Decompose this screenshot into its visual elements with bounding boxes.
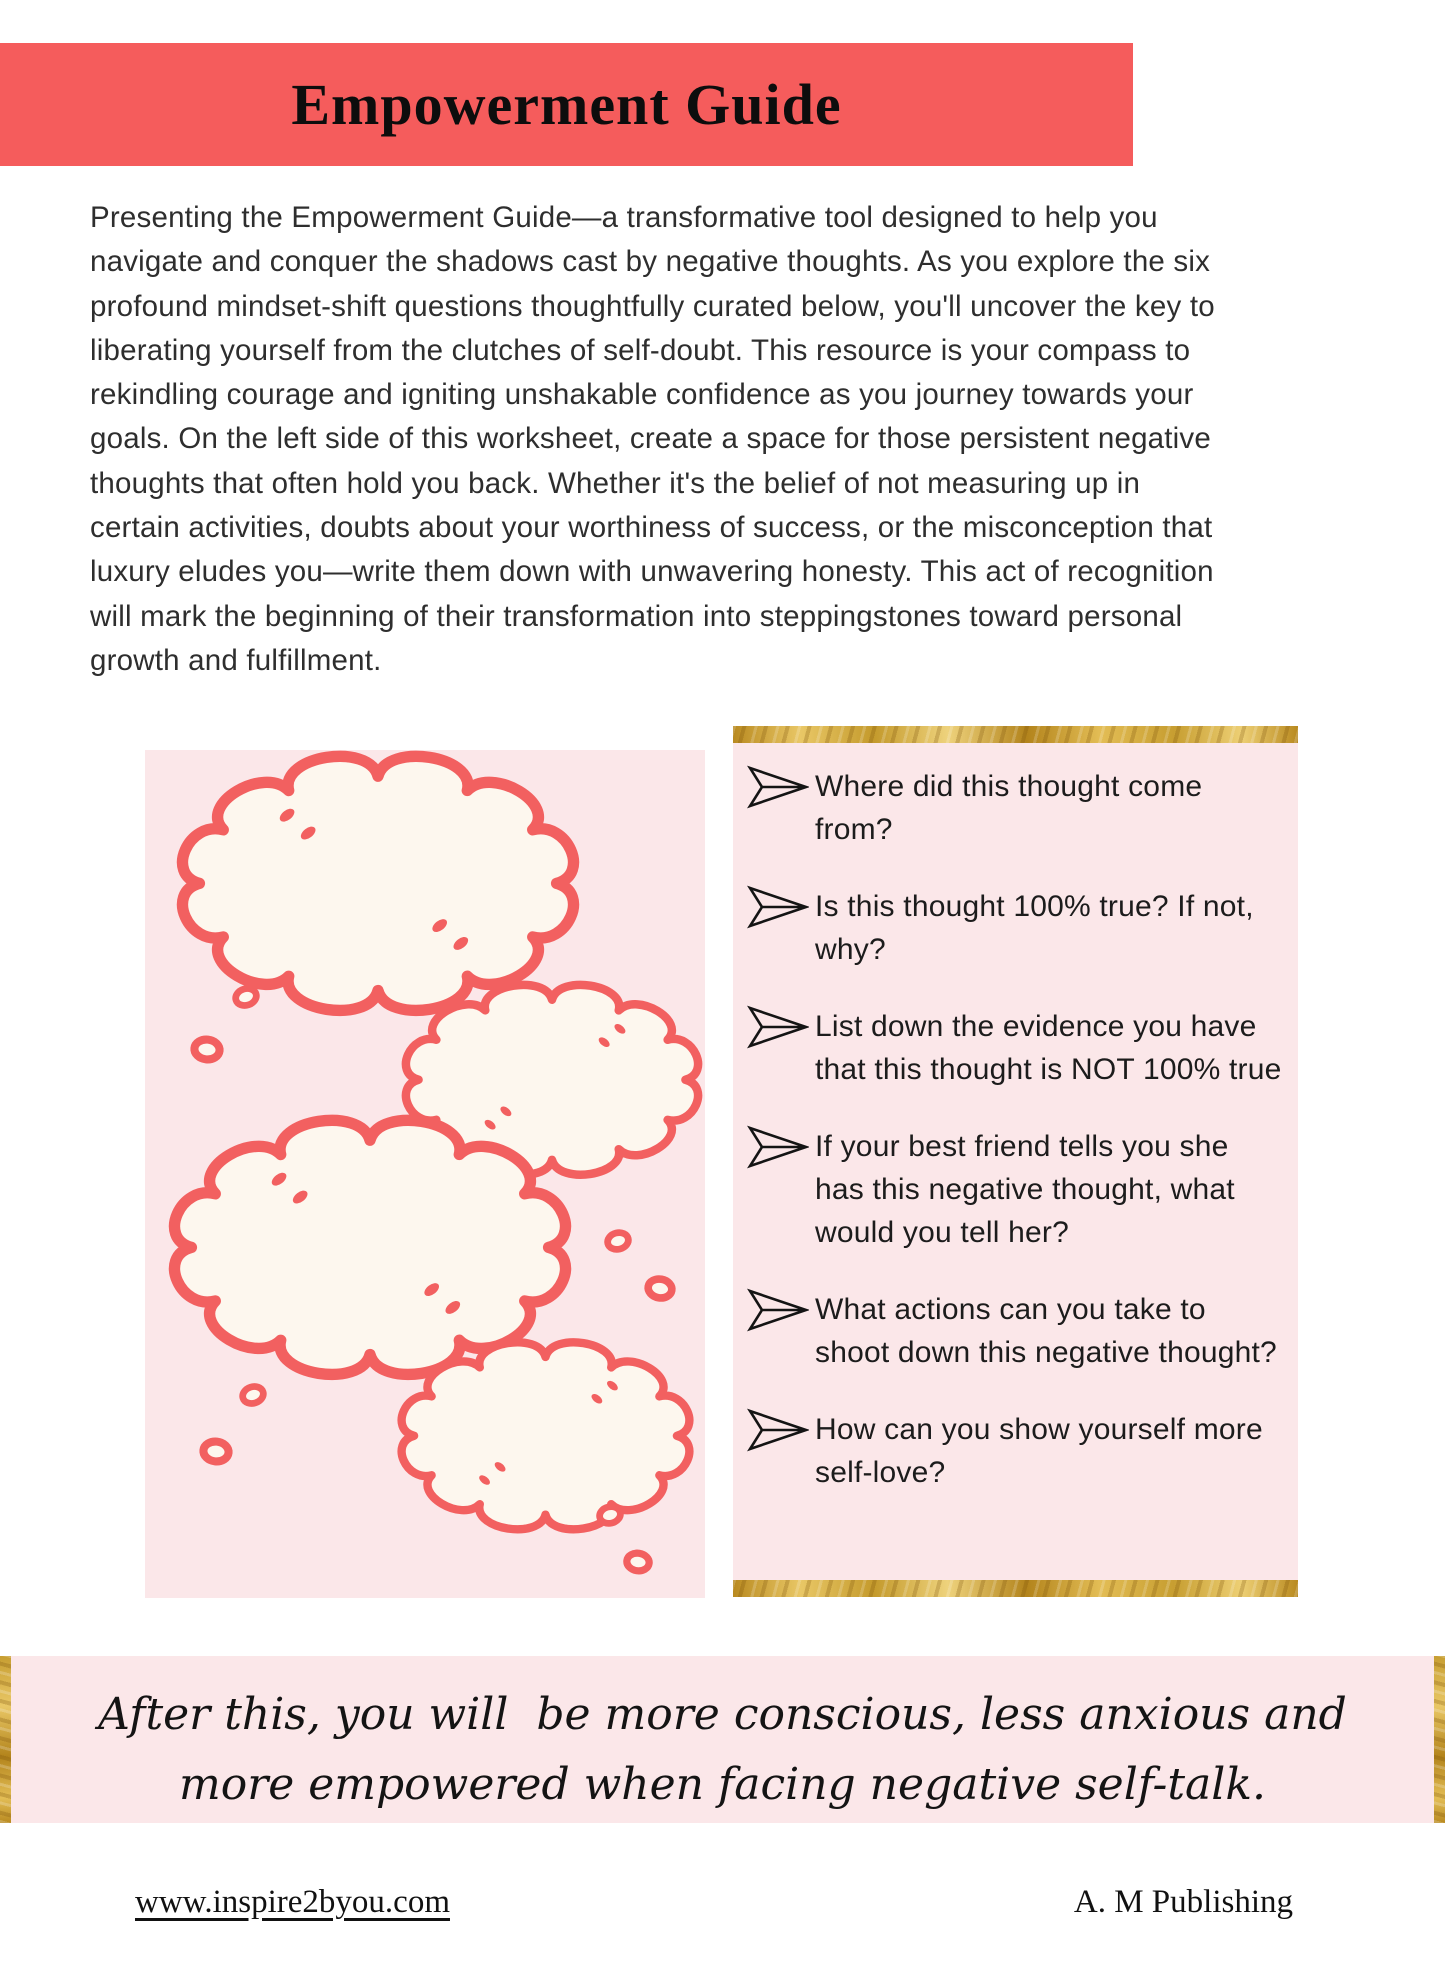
gold-edge-left (0, 1656, 11, 1823)
paper-plane-icon (747, 884, 809, 930)
intro-paragraph: Presenting the Empowerment Guide—a transformative tool designed to help you navigate and conquer the shadows cast by negative thoughts. As you explore the six profound mindset-shift questions thoughtfully curated below, you'll uncover the key to liberating yourself from the clutches of self-doubt. This resource is your compass to rekindling courage and igniting unshakable confidence as you journey towards your goals. On the left side of this worksheet, create a space for those persistent negative thoughts that often hold you back. Whether it's the belief of not measuring up in certain activities, doubts about your worthiness of success, or the misconception that luxury eludes you—write them down with unwavering honesty. This act of recognition will mark the beginning of their transformation into steppingstones toward personal growth and fulfillment. (90, 201, 1215, 677)
thought-cloud-icon (383, 1306, 708, 1568)
gold-edge-right (1434, 1656, 1445, 1823)
question-text: What actions can you take to shoot down this negative thought? (815, 1293, 1277, 1369)
thought-bubble-dot-icon (196, 1434, 235, 1469)
question-item (747, 765, 1284, 851)
paper-plane-icon (747, 1287, 809, 1333)
quote-banner (0, 1656, 1445, 1823)
paper-plane-icon (747, 1004, 809, 1050)
website-link[interactable]: www.inspire2byou.com (135, 1884, 450, 1920)
title-banner (0, 43, 1133, 166)
quote-line-1: After this, you will be more conscious, less anxious and (98, 1689, 1347, 1740)
question-item (747, 1125, 1284, 1254)
question-item (747, 885, 1284, 971)
thought-bubble-dot-icon (187, 1032, 226, 1067)
question-item (747, 1288, 1284, 1374)
question-text: If your best friend tells you she has this negative thought, what would you tell her? (815, 1130, 1235, 1249)
question-text: List down the evidence you have that this thought is NOT 100% true (815, 1010, 1282, 1086)
thought-bubble-dot-icon (641, 1271, 680, 1305)
question-item (747, 1408, 1284, 1494)
thought-bubble-dot-icon (600, 1225, 635, 1257)
gold-border-bottom (733, 1580, 1298, 1597)
question-text: Where did this thought come from? (815, 770, 1203, 846)
paper-plane-icon (747, 1124, 809, 1170)
page-title: Empowerment Guide (291, 72, 842, 137)
question-text: Is this thought 100% true? If not, why? (815, 890, 1254, 966)
thought-bubble-dot-icon (620, 1546, 656, 1578)
paper-plane-icon (747, 1407, 809, 1453)
page-footer (0, 1884, 1445, 1921)
publisher-label: A. M Publishing (1073, 1884, 1293, 1920)
question-text: How can you show yourself more self-love? (815, 1413, 1263, 1489)
gold-border-top (733, 726, 1298, 743)
questions-list (733, 743, 1298, 1580)
question-item (747, 1005, 1284, 1091)
quote-line-2: more empowered when facing negative self-talk. (178, 1759, 1267, 1810)
paper-plane-icon (747, 764, 809, 810)
negative-thoughts-panel (145, 750, 705, 1598)
questions-panel (733, 726, 1298, 1597)
